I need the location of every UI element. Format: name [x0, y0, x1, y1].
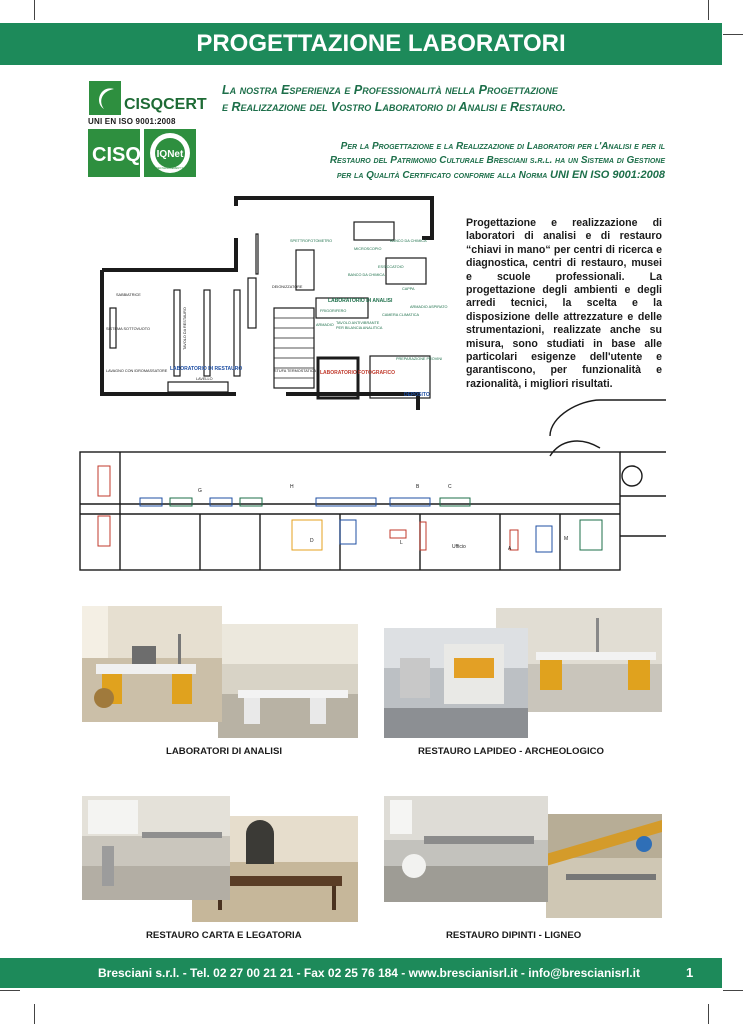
photo-analisi-back	[218, 624, 358, 738]
intro-paragraph: Progettazione e realizzazione di laboratori di analisi e di restauro “chiavi in mano“ per centri di ricerca e diagnostica, centri di restauro, musei e scuole professionali. La progettazione degli ambienti e degli arredi tecnici, la scelta e la disposizione delle attrezzature e delle strumentazioni, realizzate anche su misura, sono studiati in base alle particolari esigenze dell'utente e garantiscono, per funzionalità e razionalità, i migliori risultati.	[466, 217, 662, 390]
footer-band	[0, 958, 722, 988]
subhead-line: Restauro del Patrimonio Culturale Bresciani s.r.l. ha un Sistema di Gestione	[329, 155, 665, 166]
crop-mark	[723, 990, 743, 991]
cisqcert-logo	[88, 79, 207, 119]
photo-analisi-front	[82, 606, 222, 722]
certified-text: CERTIFIED MANAGEMENT SYSTEM	[147, 167, 193, 170]
label-ufficio: Ufficio	[452, 544, 466, 550]
label-room-m: M	[564, 536, 569, 542]
crop-mark	[708, 0, 709, 20]
photo-dipinti-back	[546, 814, 662, 918]
subhead-line3-text: per la Qualità Certificato conforme alla Norma	[336, 170, 548, 181]
subhead-line: Per la Progettazione e la Realizzazione di Laboratori per l'Analisi e per il	[340, 141, 665, 152]
label-room-c: C	[448, 484, 452, 490]
caption-carta: RESTAURO CARTA E LEGATORIA	[146, 930, 302, 941]
footer-contacts: Bresciani s.r.l. - Tel. 02 27 00 21 21 - Fax 02 25 76 184 - www.brescianisrl.it - info@brescianisrl.it	[98, 966, 640, 980]
subhead-iso: UNI EN ISO 9001:2008	[550, 169, 665, 181]
cisq-text: CISQ	[92, 144, 141, 166]
page-number: 1	[686, 965, 694, 980]
caption-dipinti: RESTAURO DIPINTI - LIGNEO	[446, 930, 582, 941]
label-room-h: H	[290, 484, 294, 490]
crop-mark	[723, 34, 743, 35]
label-room-g: G	[198, 488, 202, 494]
label-sabbiatrice: SABBIATRICE	[116, 293, 141, 297]
label-lavello: LAVELLO	[196, 377, 213, 381]
label-lab-analisi: LABORATORIO DI ANALISI	[328, 298, 393, 304]
crop-mark	[0, 990, 20, 991]
cisqcert-text: CISQCERT	[124, 96, 207, 113]
label-stufa: STUFA TERMOSTATICA	[274, 369, 317, 373]
label-essiccatoio: ESSICCATOIO	[378, 265, 404, 269]
label-room-l: L	[400, 540, 403, 546]
label-deposito: DEPOSITO	[404, 392, 430, 398]
label-lab-fotografico: LABORATORIO FOTOGRAFICO	[320, 370, 395, 376]
label-spettrofotometro: SPETTROFOTOMETRO	[290, 239, 333, 243]
label-tavolo-restauro: TAVOLO DA RESTAURO	[183, 307, 187, 350]
cisq-logo	[88, 129, 196, 177]
label-bilancia: PER BILANCIA ANALITICA	[336, 326, 383, 330]
label-tavolo-antivibrante: TAVOLO ANTIVIBRANTE	[336, 321, 380, 325]
label-preparazione: PREPARAZIONE PROVINI	[396, 357, 443, 361]
label-camera-climatica: CAMERA CLIMATICA	[382, 313, 420, 317]
label-room-a: A	[508, 546, 512, 552]
certification-statement	[205, 140, 665, 183]
label-banco-chimica: BANCO DA CHIMICA	[390, 239, 427, 243]
label-room-b: B	[416, 484, 420, 490]
crop-mark	[34, 1004, 35, 1024]
photo-lapideo-front	[384, 628, 528, 738]
photo-carta-front	[82, 796, 230, 900]
iso-label: UNI EN ISO 9001:2008	[88, 117, 176, 126]
label-lab-restauro: LABORATORIO DI RESTAURO	[170, 366, 243, 372]
label-sistema-sottovuoto: SISTEMA SOTTOVUOTO	[106, 327, 150, 331]
label-microscopio: MICROSCOPIO	[354, 247, 382, 251]
label-armadio-aspirato: ARMADIO ASPIRATO	[410, 305, 448, 309]
caption-lapideo: RESTAURO LAPIDEO - ARCHEOLOGICO	[418, 746, 605, 757]
floorplan-wide	[80, 396, 666, 578]
headline-line: La nostra Esperienza e Professionalità nella Progettazione	[222, 83, 558, 97]
label-room-d: D	[310, 538, 314, 544]
headline	[222, 82, 662, 116]
label-frigorifero: FRIGORIFERO	[320, 309, 347, 313]
label-lavagno: LAVAGNO CON IDROMASSATORE	[106, 369, 168, 373]
crop-mark	[708, 1004, 709, 1024]
header-band	[0, 23, 722, 65]
photo-dipinti-front	[384, 796, 548, 902]
label-cappa: CAPPA	[402, 287, 415, 291]
subhead-line	[205, 168, 665, 183]
label-banco-chimica-2: BANCO DA CHIMICA	[348, 273, 385, 277]
page-title: PROGETTAZIONE LABORATORI	[196, 30, 566, 57]
label-deionizzatore: DEIONIZZATORE	[272, 285, 303, 289]
iqnet-text: IQNet	[156, 149, 184, 160]
floorplan-top	[86, 198, 456, 410]
crop-mark	[34, 0, 35, 20]
caption-analisi: LABORATORI DI ANALISI	[166, 746, 283, 757]
label-armadio: ARMADIO	[316, 323, 334, 327]
headline-line: e Realizzazione del Vostro Laboratorio di Analisi e Restauro.	[222, 100, 566, 114]
